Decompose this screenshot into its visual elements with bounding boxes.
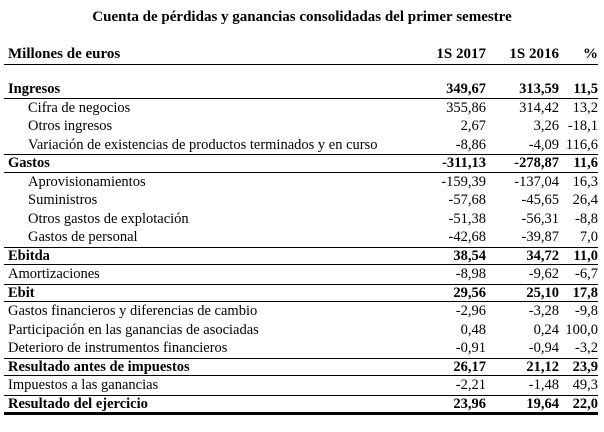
row-value-percent: 26,4	[572, 192, 598, 208]
row-value-percent: 49,3	[572, 377, 598, 393]
row-label: Ebitda	[8, 247, 50, 264]
row-label: Gastos financieros y diferencias de cambio	[8, 303, 258, 319]
table-row	[4, 99, 598, 118]
row-value-percent: 23,9	[572, 358, 598, 375]
row-value-percent: 7,0	[579, 229, 598, 245]
row-value-percent: -18,1	[567, 118, 598, 134]
row-label: Cifra de negocios	[28, 99, 131, 116]
table-row	[4, 376, 598, 395]
row-value-percent: 13,2	[572, 99, 598, 116]
row-value-2016: -1,48	[528, 377, 559, 393]
row-value-2016: 3,26	[533, 118, 559, 134]
row-value-2016: 21,12	[526, 358, 559, 375]
row-value-2017: 355,86	[446, 99, 486, 116]
table-row	[4, 80, 598, 99]
table-bottom-rule	[4, 413, 598, 415]
row-value-2017: 349,67	[446, 81, 486, 97]
header-col-2016: 1S 2016	[509, 46, 559, 62]
table-row	[4, 117, 598, 136]
row-value-percent: 100,0	[565, 321, 598, 338]
row-value-2016: -0,94	[528, 340, 559, 356]
row-value-2017: -159,39	[441, 173, 486, 190]
row-value-2016: -137,04	[514, 173, 559, 190]
table-body	[4, 80, 598, 413]
row-label: Resultado antes de impuestos	[8, 358, 190, 375]
table-row	[4, 358, 598, 377]
table-row	[4, 321, 598, 340]
table-row	[4, 284, 598, 303]
row-value-2017: -2,96	[455, 303, 486, 319]
row-value-2017: -57,68	[448, 192, 486, 208]
row-value-percent: -6,7	[575, 266, 598, 282]
row-value-percent: 11,5	[573, 81, 598, 97]
table-header	[4, 44, 598, 64]
row-value-2017: -311,13	[442, 155, 486, 171]
header-label: Millones de euros	[8, 46, 121, 62]
row-value-percent: 11,0	[573, 247, 598, 264]
row-label: Gastos	[8, 155, 50, 171]
table-title: Cuenta de pérdidas y ganancias consolidadas del primer semestre	[92, 9, 512, 25]
row-label: Ingresos	[8, 81, 61, 97]
row-value-2017: 0,48	[460, 321, 486, 338]
row-label: Variación de existencias de productos terminados y en curso	[28, 136, 378, 153]
table-row	[4, 154, 598, 173]
row-label: Impuestos a las ganancias	[8, 377, 159, 393]
row-value-2016: 313,59	[519, 81, 559, 97]
row-value-percent: -8,8	[575, 210, 598, 227]
row-value-percent: 22,0	[572, 395, 598, 412]
table-row	[4, 247, 598, 266]
row-value-2017: -0,91	[455, 340, 486, 356]
row-value-percent: 11,6	[573, 155, 598, 171]
row-value-percent: 16,3	[572, 173, 598, 190]
table-row	[4, 210, 598, 229]
row-value-2016: -3,28	[528, 303, 559, 319]
row-value-2017: -8,86	[455, 136, 486, 153]
row-value-2016: -56,31	[521, 210, 559, 227]
row-value-2017: 2,67	[460, 118, 486, 134]
row-value-2016: -278,87	[514, 155, 559, 171]
row-value-2016: 19,64	[526, 395, 559, 412]
row-label: Resultado del ejercicio	[8, 395, 148, 412]
table-row	[4, 302, 598, 321]
table-row	[4, 228, 598, 247]
row-value-2016: -39,87	[521, 229, 559, 245]
row-label: Suministros	[28, 192, 98, 208]
header-divider	[4, 64, 598, 65]
row-value-2016: 314,42	[519, 99, 559, 116]
row-label: Amortizaciones	[8, 266, 100, 282]
row-value-2017: 29,56	[453, 284, 486, 301]
row-value-2017: -51,38	[448, 210, 486, 227]
row-label: Participación en las ganancias de asociadas	[8, 321, 259, 338]
row-value-2017: 23,96	[453, 395, 486, 412]
row-value-2017: -8,98	[455, 266, 486, 282]
row-value-percent: 116,6	[565, 136, 598, 153]
row-label: Ebit	[8, 284, 35, 301]
row-value-2016: 25,10	[526, 284, 559, 301]
row-value-2017: -42,68	[448, 229, 486, 245]
header-col-2017: 1S 2017	[436, 46, 486, 62]
row-value-2016: 0,24	[533, 321, 559, 338]
table-row	[4, 265, 598, 284]
row-label: Deterioro de instrumentos financieros	[8, 340, 228, 356]
table-row	[4, 191, 598, 210]
row-value-2017: 26,17	[453, 358, 486, 375]
header-col-percent: %	[583, 46, 598, 62]
row-value-2016: -45,65	[521, 192, 559, 208]
row-value-2016: -9,62	[528, 266, 559, 282]
table-row	[4, 173, 598, 192]
table-row	[4, 395, 598, 414]
row-value-2017: 38,54	[453, 247, 486, 264]
row-label: Aprovisionamientos	[28, 173, 146, 190]
row-label: Otros ingresos	[28, 118, 113, 134]
row-value-percent: 17,8	[572, 284, 598, 301]
row-value-2017: -2,21	[455, 377, 486, 393]
row-value-percent: -3,2	[575, 340, 598, 356]
table-row	[4, 339, 598, 358]
row-value-2016: 34,72	[526, 247, 559, 264]
table-row	[4, 136, 598, 155]
row-label: Gastos de personal	[28, 229, 138, 245]
row-value-2016: -4,09	[528, 136, 559, 153]
row-value-percent: -9,8	[575, 303, 598, 319]
row-label: Otros gastos de explotación	[28, 210, 189, 227]
